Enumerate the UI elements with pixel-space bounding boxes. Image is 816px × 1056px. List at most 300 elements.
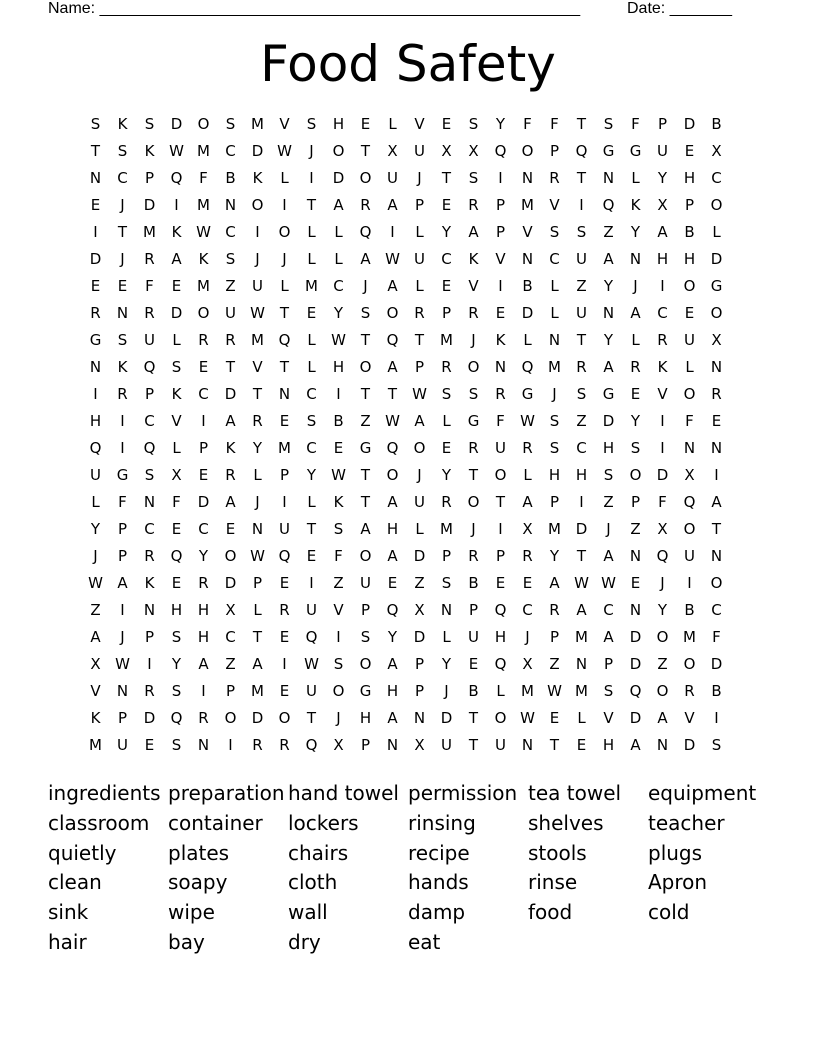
grid-letter: Y [630,223,641,241]
grid-letter: R [657,331,668,349]
grid-letter: T [576,331,587,349]
grid-letter: L [334,223,343,241]
grid-letter: C [576,439,587,457]
grid-letter: N [629,250,642,268]
grid-letter: R [468,439,479,457]
grid-row [82,543,730,570]
grid-letter: N [89,169,102,187]
grid-letter: U [468,628,479,646]
grid-letter: R [144,304,155,322]
grid-letter: E [90,277,101,295]
grid-letter: A [387,196,398,214]
grid-letter: E [711,412,722,430]
grid-letter: P [441,547,452,565]
grid-letter: Z [90,601,101,619]
grid-letter: T [576,169,587,187]
grid-letter: F [199,169,208,187]
grid-letter: E [198,466,209,484]
grid-letter: D [170,115,183,133]
grid-letter: C [144,412,155,430]
grid-letter: V [414,115,425,133]
grid-letter: J [606,520,611,538]
grid-letter: B [711,115,722,133]
grid-letter: Q [278,547,291,565]
grid-letter: P [549,142,560,160]
word-list-item: dry [288,929,321,954]
grid-letter: V [657,385,668,403]
grid-letter: D [629,628,642,646]
grid-letter: X [414,736,425,754]
grid-letter: D [332,169,345,187]
grid-letter: Z [225,277,236,295]
grid-letter: H [683,250,696,268]
grid-letter: I [309,574,314,592]
grid-letter: C [198,520,209,538]
word-list-item: hand towel [288,781,399,805]
grid-letter: R [414,304,425,322]
grid-letter: N [143,493,156,511]
word-list-item: tea towel [528,781,622,805]
grid-letter: L [388,115,397,133]
grid-letter: T [495,493,506,511]
grid-letter: V [171,412,182,430]
grid-letter: Y [441,466,452,484]
grid-letter: Q [494,142,507,160]
grid-letter: O [332,682,345,700]
grid-letter: W [574,574,589,592]
grid-letter: D [89,250,102,268]
word-list [48,779,768,958]
grid-row [82,165,730,192]
grid-letter: I [93,223,98,241]
grid-letter: Y [90,520,101,538]
grid-letter: N [386,736,399,754]
grid-letter: M [305,277,318,295]
grid-letter: S [225,250,236,268]
grid-letter: R [468,304,479,322]
grid-letter: Q [89,439,102,457]
grid-letter: E [630,385,641,403]
grid-letter: E [306,304,317,322]
grid-letter: O [683,385,696,403]
grid-letter: T [711,520,722,538]
grid-letter: L [631,331,640,349]
grid-letter: N [710,547,723,565]
grid-letter: E [495,574,506,592]
word-list-item: hair [48,929,87,954]
grid-letter: J [660,574,665,592]
word-list-item: teacher [648,810,725,835]
word-list-item: hands [408,870,469,895]
grid-letter: W [601,574,616,592]
grid-letter: L [91,493,100,511]
grid-letter: H [359,709,372,727]
grid-letter: I [714,709,719,727]
grid-letter: S [333,520,344,538]
grid-letter: O [278,223,291,241]
grid-letter: P [198,439,209,457]
grid-letter: D [440,709,453,727]
grid-letter: O [710,574,723,592]
grid-letter: V [603,709,614,727]
grid-letter: U [684,331,695,349]
grid-letter: G [521,385,534,403]
grid-letter: P [495,196,506,214]
grid-letter: Y [306,466,317,484]
grid-letter: D [224,385,237,403]
grid-letter: B [522,277,533,295]
grid-letter: N [197,736,210,754]
grid-letter: J [336,709,341,727]
grid-row [82,570,730,597]
grid-letter: A [90,628,101,646]
grid-letter: E [171,574,182,592]
grid-letter: N [602,304,615,322]
grid-letter: C [225,142,236,160]
grid-letter: O [224,547,237,565]
grid-letter: N [251,520,264,538]
grid-letter: U [414,250,425,268]
grid-letter: J [417,169,422,187]
grid-letter: P [225,682,236,700]
grid-letter: I [282,196,287,214]
grid-letter: O [359,169,372,187]
grid-letter: E [198,358,209,376]
grid-letter: L [280,277,289,295]
grid-letter: I [201,682,206,700]
grid-letter: S [117,331,128,349]
grid-letter: R [468,547,479,565]
grid-letter: F [712,628,721,646]
grid-letter: I [201,412,206,430]
grid-letter: X [441,142,452,160]
grid-letter: D [683,736,696,754]
grid-letter: N [548,331,561,349]
word-list-item: preparation [168,781,285,805]
grid-letter: D [251,709,264,727]
grid-letter: W [277,142,292,160]
grid-letter: L [280,169,289,187]
grid-letter: M [251,682,264,700]
grid-letter: K [198,250,209,268]
grid-letter: L [442,412,451,430]
grid-letter: C [225,628,236,646]
grid-letter: O [494,466,507,484]
grid-letter: P [414,682,425,700]
grid-letter: P [117,520,128,538]
grid-letter: A [549,574,560,592]
grid-letter: I [336,385,341,403]
grid-letter: V [549,196,560,214]
grid-letter: T [279,358,290,376]
grid-letter: P [414,196,425,214]
grid-letter: E [360,115,371,133]
grid-letter: D [683,115,696,133]
word-list-item: container [168,810,263,835]
grid-letter: O [683,520,696,538]
grid-letter: P [414,655,425,673]
grid-letter: Z [360,412,371,430]
grid-letter: X [711,142,722,160]
grid-letter: W [169,142,184,160]
grid-row [82,462,730,489]
grid-letter: T [549,736,560,754]
grid-letter: M [197,142,210,160]
grid-letter: T [360,142,371,160]
grid-letter: N [602,169,615,187]
grid-letter: L [442,628,451,646]
grid-letter: P [468,601,479,619]
grid-letter: Q [494,601,507,619]
grid-letter: W [88,574,103,592]
word-list-item: cold [648,900,690,925]
grid-letter: T [360,493,371,511]
grid-letter: Z [603,223,614,241]
grid-row [82,354,730,381]
grid-letter: W [385,250,400,268]
word-list-item: rinse [528,870,578,895]
grid-letter: R [252,412,263,430]
grid-letter: A [657,223,668,241]
grid-letter: Z [657,655,668,673]
grid-letter: E [684,304,695,322]
grid-letter: O [251,196,264,214]
grid-letter: P [117,709,128,727]
grid-letter: L [523,331,532,349]
grid-letter: E [279,574,290,592]
grid-letter: T [252,385,263,403]
grid-letter: V [333,601,344,619]
grid-letter: L [496,682,505,700]
grid-letter: D [224,574,237,592]
grid-letter: I [579,196,584,214]
grid-letter: T [387,385,398,403]
grid-row [82,732,730,759]
grid-letter: N [413,709,426,727]
grid-row [82,300,730,327]
grid-letter: P [360,601,371,619]
grid-letter: O [467,493,480,511]
grid-letter: K [144,142,155,160]
grid-letter: B [225,169,236,187]
grid-letter: E [171,520,182,538]
grid-row [82,435,730,462]
grid-letter: S [171,736,182,754]
grid-letter: R [684,682,695,700]
grid-letter: R [279,601,290,619]
grid-letter: I [309,169,314,187]
worksheet-header [48,0,748,20]
grid-row [82,678,730,705]
grid-letter: I [498,277,503,295]
grid-letter: B [711,682,722,700]
grid-letter: K [630,196,641,214]
grid-letter: U [657,142,668,160]
grid-letter: N [656,736,669,754]
grid-letter: D [143,196,156,214]
grid-letter: I [174,196,179,214]
grid-letter: O [386,466,399,484]
grid-letter: I [282,655,287,673]
grid-letter: F [685,412,694,430]
grid-letter: V [684,709,695,727]
grid-letter: J [93,547,98,565]
word-list-item: permission [408,781,518,805]
grid-letter: M [548,358,561,376]
grid-letter: P [549,628,560,646]
grid-letter: Y [387,628,398,646]
grid-letter: I [120,601,125,619]
grid-letter: V [90,682,101,700]
word-list-item: recipe [408,840,470,865]
grid-letter: H [386,520,399,538]
word-list-item: wipe [168,900,215,925]
grid-letter: R [198,331,209,349]
grid-letter: O [413,439,426,457]
grid-letter: J [120,196,125,214]
grid-letter: M [197,277,210,295]
grid-letter: Y [252,439,263,457]
grid-letter: K [117,358,128,376]
grid-letter: R [360,196,371,214]
grid-letter: M [278,439,291,457]
grid-letter: O [197,115,210,133]
grid-letter: X [414,601,425,619]
date-field-label: Date: _______ [627,0,732,17]
grid-letter: T [468,709,479,727]
grid-row [82,489,730,516]
grid-letter: H [602,736,615,754]
grid-letter: A [603,547,614,565]
grid-letter: Z [549,655,560,673]
grid-letter: D [521,304,534,322]
grid-letter: I [498,169,503,187]
grid-letter: W [412,385,427,403]
grid-letter: N [116,304,129,322]
grid-letter: C [198,385,209,403]
grid-letter: E [522,574,533,592]
grid-row [82,516,730,543]
grid-letter: C [711,169,722,187]
grid-letter: Y [549,547,560,565]
grid-letter: V [522,223,533,241]
grid-letter: X [657,520,668,538]
grid-letter: E [387,574,398,592]
word-list-item: quietly [48,840,117,865]
grid-letter: K [333,493,344,511]
grid-letter: K [657,358,668,376]
grid-letter: Q [305,736,318,754]
grid-letter: S [468,385,479,403]
grid-letter: N [521,250,534,268]
grid-letter: W [385,412,400,430]
grid-letter: F [118,493,127,511]
grid-letter: U [306,601,317,619]
grid-letter: T [468,466,479,484]
word-list-item: equipment [648,781,757,805]
grid-letter: R [117,385,128,403]
grid-letter: U [306,682,317,700]
grid-letter: T [90,142,101,160]
grid-letter: X [684,466,695,484]
grid-letter: Y [441,223,452,241]
grid-letter: N [683,439,696,457]
grid-letter: B [684,601,695,619]
grid-letter: A [657,709,668,727]
grid-row [82,138,730,165]
grid-letter: Q [143,439,156,457]
grid-letter: P [495,547,506,565]
grid-letter: O [656,628,669,646]
word-search-grid [82,111,730,759]
grid-letter: L [415,277,424,295]
grid-letter: K [144,574,155,592]
grid-letter: K [225,439,236,457]
grid-letter: E [279,628,290,646]
grid-letter: R [90,304,101,322]
grid-letter: O [332,142,345,160]
grid-letter: T [441,169,452,187]
grid-letter: G [116,466,129,484]
grid-letter: R [144,547,155,565]
grid-letter: I [390,223,395,241]
grid-letter: H [197,628,210,646]
grid-letter: A [603,628,614,646]
grid-letter: M [683,628,696,646]
grid-letter: F [145,277,154,295]
grid-letter: O [467,358,480,376]
grid-letter: I [120,439,125,457]
grid-letter: J [255,493,260,511]
grid-letter: P [495,223,506,241]
grid-letter: Q [521,358,534,376]
grid-letter: D [197,493,210,511]
grid-letter: P [360,736,371,754]
grid-letter: S [603,466,614,484]
grid-letter: R [495,385,506,403]
grid-letter: Y [333,304,344,322]
grid-letter: U [387,169,398,187]
grid-letter: O [386,304,399,322]
grid-letter: R [225,331,236,349]
grid-letter: F [334,547,343,565]
grid-letter: I [228,736,233,754]
grid-letter: G [602,385,615,403]
grid-letter: Q [305,628,318,646]
grid-letter: S [549,412,560,430]
grid-letter: R [549,169,560,187]
grid-letter: U [576,304,587,322]
grid-row [82,651,730,678]
name-field-label: Name: ______________________________________________________ [48,0,581,17]
grid-letter: A [630,304,641,322]
grid-letter: D [602,412,615,430]
word-list-item: clean [48,870,102,895]
grid-letter: S [603,682,614,700]
grid-letter: L [415,520,424,538]
grid-letter: E [495,304,506,322]
grid-letter: Z [576,277,587,295]
grid-letter: M [575,628,588,646]
grid-letter: F [631,115,640,133]
grid-letter: U [441,736,452,754]
grid-letter: P [117,547,128,565]
grid-letter: T [225,358,236,376]
grid-letter: A [387,358,398,376]
grid-letter: T [414,331,425,349]
grid-letter: E [441,277,452,295]
grid-row [82,273,730,300]
